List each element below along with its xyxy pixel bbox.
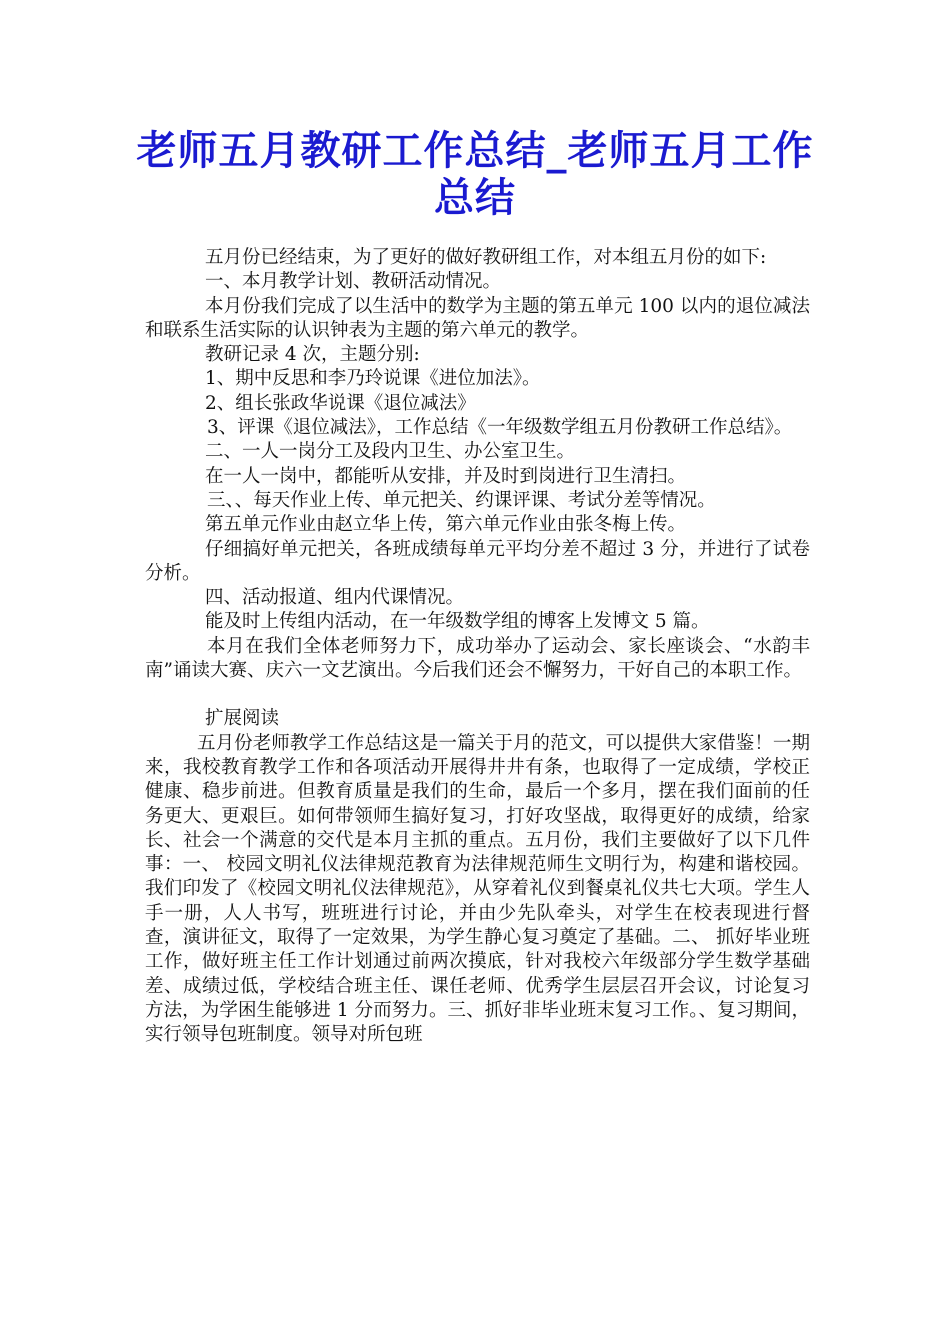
document-title: 老师五月教研工作总结_老师五月工作总结 <box>136 128 814 221</box>
paragraph-research-records: 教研记录 4 次，主题分别: <box>205 344 420 366</box>
spacer <box>145 683 810 707</box>
section-heading-4: 四、活动报道、组内代课情况。 <box>205 587 465 609</box>
section-heading-2: 二、一人一岗分工及段内卫生、办公室卫生。 <box>205 441 576 463</box>
paragraph-hygiene: 在一人一岗中，都能听从安排，并及时到岗进行卫生清扫。 <box>205 465 687 487</box>
paragraph-homework-upload: 第五单元作业由赵立华上传，第六单元作业由张冬梅上传。 <box>205 514 687 536</box>
paragraph-intro: 五月份已经结束，为了更好的做好教研组工作，对本组五月份的如下: <box>205 247 767 268</box>
list-item-3: 3、评课《退位减法》，工作总结《一年级数学组五月份教研工作总结》。 <box>207 417 793 439</box>
paragraph-unit-check: 仔细搞好单元把关，各班成绩每单元平均分差不超过 3 分，并进行了试卷分析。 <box>145 538 810 584</box>
extended-reading-text: 五月份老师教学工作总结这是一篇关于月的范文，可以提供大家借鉴！一期来，我校教育教学工作和各项活动开展得井井有条，也取得了一定成绩，学校正健康、稳步前进。但教育质量是我们的生命，最后一个多月，摆在我们面前的任务更大、更艰巨。如何带领师生搞好复习，打好攻坚战，取得更好的成绩，给家长、社会一个满意的交代是本月主抓的重点。五月份，我们主要做好了以下几件事：一、 校园文明礼仪法律规范教育为法律规范师生文明行为，构建和谐校园。我们印发了《校园文明礼仪法律规范》，从穿着礼仪到餐桌礼仪共七大项。学生人手一册，人人书写，班班进行讨论，并由少先队牵头，对学生在校表现进行督查，演讲征文，取得了一定效果，为学生静心复习奠定了基础。二、 抓好毕业班工作，做好班主任工作计划通过前两次摸底，针对我校六年级部分学生数学基础差、成绩过低，学校结合班主任、课任老师、优秀学生层层召开会议，讨论复习方法，为学困生能够进 1 分而努力。三、抓好非毕业班末复习工作。、复习期间，实行领导包班制度。领导对所包班 <box>145 732 810 1046</box>
section-heading-3: 三、、每天作业上传、单元把关、约课评课、考试分差等情况。 <box>207 489 716 511</box>
paragraph-blog-posts: 能及时上传组内活动，在一年级数学组的博客上发博文 5 篇。 <box>205 611 710 633</box>
list-item-2: 2、组长张政华说课《退位减法》 <box>205 392 476 414</box>
list-item-1: 1、期中反思和李乃玲说课《进位加法》。 <box>205 368 541 390</box>
section-heading-1: 一、本月教学计划、教研活动情况。 <box>205 271 502 293</box>
paragraph-conclusion: 本月在我们全体老师努力下，成功举办了运动会、家长座谈会、“水韵丰南”诵读大赛、庆六一文艺演出。今后我们还会不懈努力，干好自己的本职工作。 <box>145 635 810 682</box>
document-body <box>145 246 810 1048</box>
paragraph-unit-teaching: 本月份我们完成了以生活中的数学为主题的第五单元 100 以内的退位减法和联系生活实际的认识钟表为主题的第六单元的教学。 <box>145 295 810 341</box>
extended-reading-heading: 扩展阅读 <box>205 708 280 730</box>
